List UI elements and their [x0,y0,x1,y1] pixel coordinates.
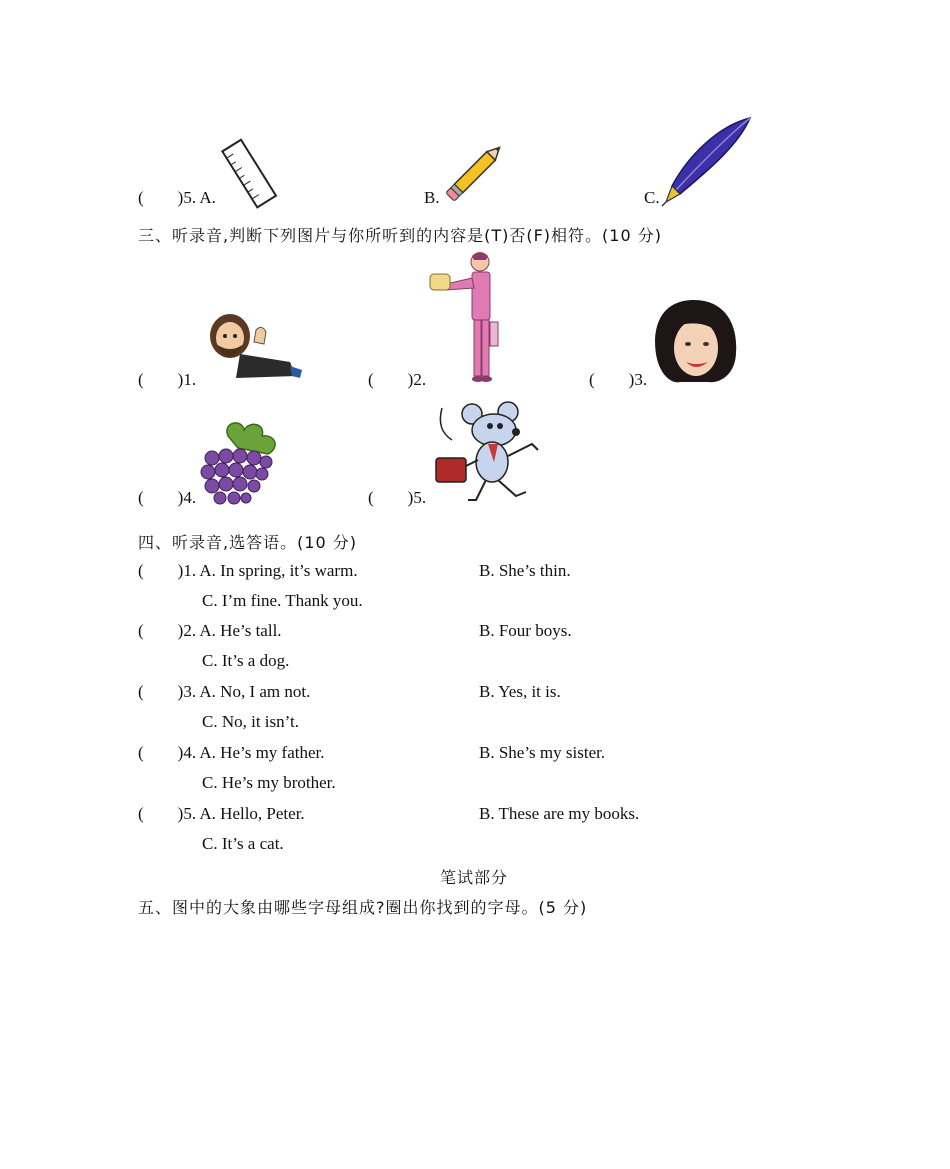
answer-blank[interactable]: ( ) [589,370,635,389]
bearded-man-icon [200,310,304,386]
answer-blank[interactable]: ( ) [138,488,184,507]
answer-blank[interactable]: ( ) [138,743,184,762]
question-line-a [138,621,282,641]
tall-man-icon [428,248,508,386]
option-a: 3. A. No, I am not. [183,682,311,701]
answer-blank[interactable]: ( ) [138,682,184,701]
grapes-icon [198,418,280,506]
option-a: 1. A. In spring, it’s warm. [183,561,358,580]
option-b: B. She’s my sister. [479,743,606,762]
section5-title: 五、图中的大象由哪些字母组成?圈出你找到的字母。(5 分) [138,898,588,917]
item-number: 5. [413,488,427,507]
option-c: C. He’s my brother. [202,773,336,792]
answer-blank[interactable]: ( ) [138,188,184,207]
option-c: C. No, it isn’t. [202,712,299,731]
item-number: 1. [183,370,197,389]
answer-blank[interactable]: ( ) [138,561,184,580]
s3-item-3 [589,370,647,390]
option-c: C. It’s a cat. [202,834,284,853]
answer-blank[interactable]: ( ) [368,370,414,389]
written-part-heading: 笔试部分 [440,868,509,887]
q5-line [138,188,216,208]
option-c: C. It’s a dog. [202,651,290,670]
question-line-a [138,743,325,763]
answer-blank[interactable]: ( ) [138,621,184,640]
mouse-icon [432,400,544,506]
answer-blank[interactable]: ( ) [138,804,184,823]
pencil-icon [440,142,504,208]
section3-title: 三、听录音,判断下列图片与你所听到的内容是(T)否(F)相符。(10 分) [138,226,662,245]
question-line-a [138,682,310,702]
s3-item-5 [368,488,426,508]
question-line-a [138,561,358,581]
option-a: 4. A. He’s my father. [183,743,325,762]
question-line-a [138,804,305,824]
option-b: B. Yes, it is. [479,682,561,701]
item-number: 3. [634,370,648,389]
ruler-icon [222,138,278,208]
q5-prefix: 5. A. [183,188,216,207]
option-c-label: C. [644,188,660,207]
option-b: B. Four boys. [479,621,572,640]
s3-item-4 [138,488,196,508]
section4-title: 四、听录音,选答语。(10 分) [138,533,358,552]
option-c: C. I’m fine. Thank you. [202,591,363,610]
s3-item-2 [368,370,426,390]
item-number: 2. [413,370,427,389]
option-b-label: B. [424,188,440,207]
option-a: 2. A. He’s tall. [183,621,282,640]
item-number: 4. [183,488,197,507]
s3-item-1 [138,370,196,390]
woman-face-icon [650,298,738,386]
option-a: 5. A. Hello, Peter. [183,804,305,823]
answer-blank[interactable]: ( ) [368,488,414,507]
answer-blank[interactable]: ( ) [138,370,184,389]
option-b: B. These are my books. [479,804,640,823]
feather-pen-icon [658,116,754,208]
option-b: B. She’s thin. [479,561,571,580]
